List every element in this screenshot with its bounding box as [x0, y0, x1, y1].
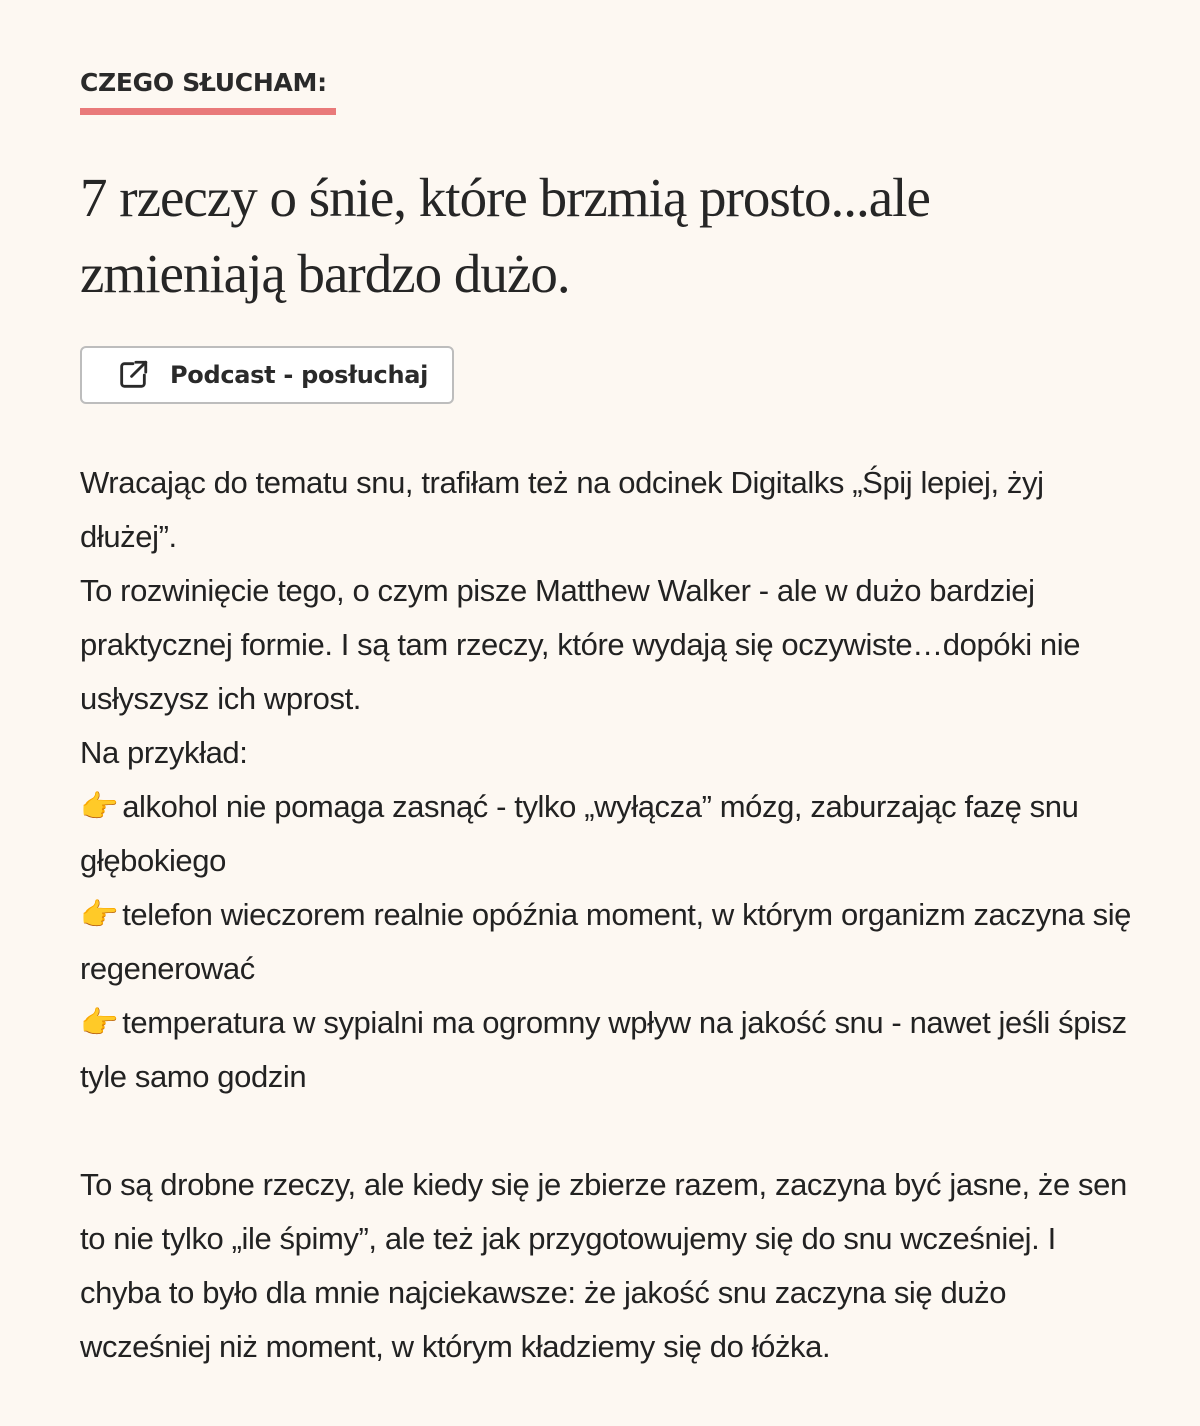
podcast-button-label: Podcast - posłuchaj — [170, 361, 429, 389]
article-body — [80, 456, 1140, 1374]
paragraph-spacer — [80, 1104, 1140, 1158]
bullet-item — [80, 780, 1140, 888]
bullet-text: alkohol nie pomaga zasnąć - tylko „wyłącza” mózg, zaburzając fazę snu głębokiego — [80, 789, 1079, 878]
pointing-hand-icon: 👉 — [80, 897, 119, 933]
podcast-listen-button[interactable] — [80, 346, 454, 404]
article-title: 7 rzeczy o śnie, które brzmią prosto...ale zmieniają bardzo dużo. — [80, 167, 930, 304]
section-label: CZEGO SŁUCHAM: — [80, 68, 327, 97]
bullet-item — [80, 996, 1140, 1104]
bullet-text: telefon wieczorem realnie opóźnia moment, w którym organizm zaczyna się regenerować — [80, 897, 1132, 986]
section-underline — [80, 108, 336, 115]
conclusion-paragraph: To są drobne rzeczy, ale kiedy się je zbierze razem, zaczyna być jasne, że sen to nie tylko „ile śpimy”, ale też jak przygotowujemy się do snu wcześniej. I chyba to było dla mnie najciekawsze: że jakość snu zaczyna się dużo wcześniej niż moment, w którym kładziemy się do łóżka. — [80, 1167, 1127, 1364]
pointing-hand-icon: 👉 — [80, 1005, 119, 1041]
pointing-hand-icon: 👉 — [80, 789, 119, 825]
intro-paragraph-1: Wracając do tematu snu, trafiłam też na odcinek Digitalks „Śpij lepiej, żyj dłużej”. — [80, 465, 1044, 554]
bullet-item — [80, 888, 1140, 996]
intro-paragraph-3: Na przykład: — [80, 735, 248, 770]
external-link-icon — [116, 358, 150, 392]
intro-paragraph-2: To rozwinięcie tego, o czym pisze Matthew Walker - ale w dużo bardziej praktycznej formie. I są tam rzeczy, które wydają się oczywiste…dopóki nie usłyszysz ich wprost. — [80, 573, 1081, 716]
bullet-text: temperatura w sypialni ma ogromny wpływ na jakość snu - nawet jeśli śpisz tyle samo godzin — [80, 1005, 1127, 1094]
